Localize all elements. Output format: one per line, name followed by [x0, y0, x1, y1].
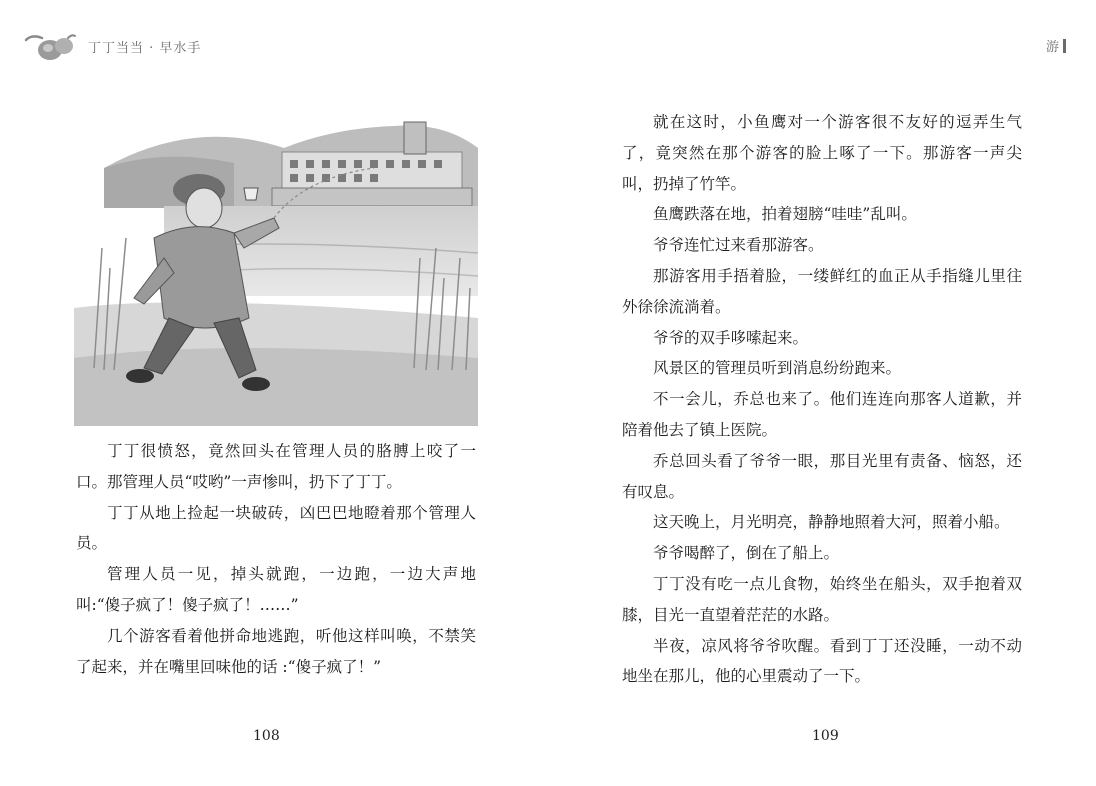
paragraph: 那游客用手捂着脸，一缕鲜红的血正从手指缝儿里往外徐徐流淌着。	[622, 266, 1022, 316]
paragraph: 不一会儿，乔总也来了。他们连连向那客人道歉，并陪着他去了镇上医院。	[622, 390, 1022, 439]
paragraph: 鱼鹰跌落在地，拍着翅膀“哇哇”乱叫。	[653, 205, 917, 224]
paragraph: 丁丁没有吃一点儿食物，始终坐在船头，双手抱着双膝，目光一直望着茫茫的水路。	[622, 574, 1022, 624]
right-page-body	[622, 107, 1022, 692]
running-header-left	[22, 28, 201, 64]
chapter-mark: 游	[1045, 40, 1059, 55]
paragraph: 爷爷喝醉了，倒在了船上。	[653, 544, 840, 563]
paragraph: 半夜，凉风将爷爷吹醒。看到丁丁还没睡，一动不动地坐在那儿，他的心里震动了一下。	[622, 636, 1022, 686]
paragraph: 爷爷的双手哆嗦起来。	[653, 328, 809, 347]
paragraph: 这天晚上，月光明亮，静静地照着大河，照着小船。	[653, 513, 1010, 532]
paragraph: 风景区的管理员听到消息纷纷跑来。	[653, 359, 902, 378]
paragraph: 乔总回头看了爷爷一眼，那目光里有责备、恼怒，还有叹息。	[622, 451, 1022, 501]
page-number-right: 109	[812, 728, 839, 744]
paragraph: 丁丁很愤怒，竟然回头在管理人员的胳膊上咬了一口。那管理人员“哎哟”一声惨叫，扔下了丁丁。	[76, 442, 476, 491]
paragraph: 爷爷连忙过来看那游客。	[653, 236, 824, 255]
right-page	[548, 0, 1096, 786]
running-header-right	[1046, 36, 1066, 55]
series-title: 丁丁当当 · 早水手	[88, 40, 202, 56]
paragraph: 丁丁从地上捡起一块破砖，凶巴巴地瞪着那个管理人员。	[76, 503, 476, 553]
left-page-body	[76, 436, 476, 682]
paragraph: 几个游客看着他拼命地逃跑，听他这样叫唤，不禁笑了起来，并在嘴里回味他的话 :“傻子疯了！”	[76, 626, 476, 676]
paragraph: 管理人员一见，掉头就跑，一边跑，一边大声地叫:“傻子疯了！傻子疯了！……”	[76, 565, 476, 614]
paragraph: 就在这时，小鱼鹰对一个游客很不友好的逗弄生气了，竟突然在那个游客的脸上啄了一下。那游客一声尖叫，扔掉了竹竿。	[622, 113, 1022, 193]
header-bar-icon	[1063, 39, 1066, 53]
gourd-logo-icon	[22, 28, 78, 64]
boy-running-by-river-illustration	[74, 108, 478, 426]
page-number-left: 108	[253, 728, 280, 744]
